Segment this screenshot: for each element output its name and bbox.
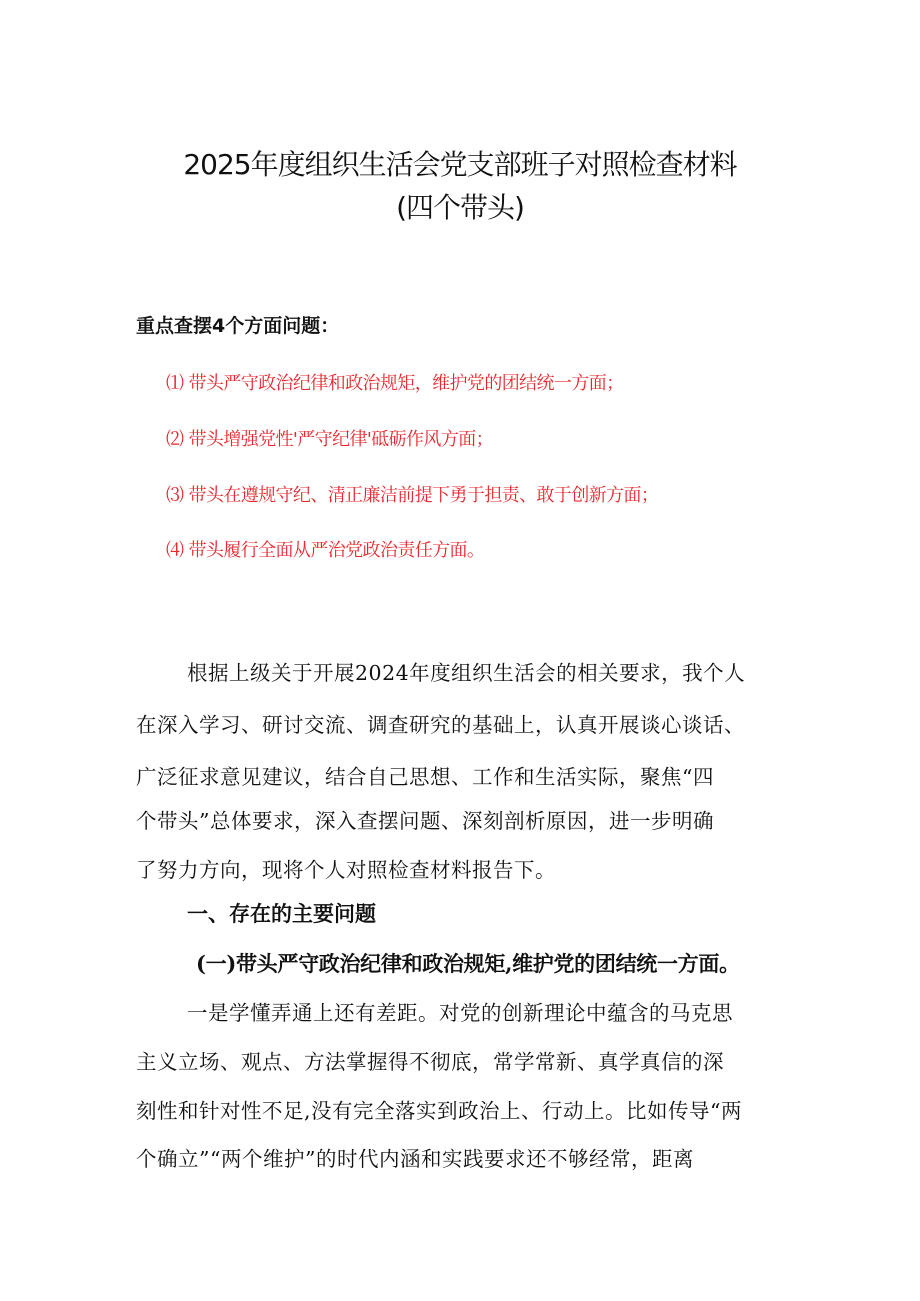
intro-line-1: 根据上级关于开展2024年度组织生活会的相关要求，我个人: [187, 661, 746, 685]
focus-item-3: ⑶ 带头在遵规守纪、清正廉洁前提下勇于担责、敢于创新方面；: [166, 485, 659, 506]
intro-line-5: 了努力方向，现将个人对照检查材料报告下。: [136, 858, 556, 882]
para-line-2: 主义立场、观点、方法掌握得不彻底，常学常新、真学真信的深: [136, 1050, 724, 1074]
focus-item-1: ⑴ 带头严守政治纪律和政治规矩，维护党的团结统一方面；: [166, 373, 624, 394]
focus-item-4: ⑷ 带头履行全面从严治党政治责任方面。: [166, 540, 485, 561]
intro-line-4: 个带头”总体要求，深入查摆问题、深刻剖析原因，进一步明确: [136, 809, 714, 833]
intro-line-3: 广泛征求意见建议，结合自己思想、工作和生活实际，聚焦“四: [136, 765, 714, 789]
document-title-line1: 2025年度组织生活会党支部班子对照检查材料: [183, 148, 737, 181]
para-line-1: 一是学懂弄通上还有差距。对党的创新理论中蕴含的马克思: [187, 1001, 733, 1025]
focus-item-2: ⑵ 带头增强党性'严守纪律'砥砺作风方面；: [166, 429, 494, 450]
document-title-line2: (四个带头): [396, 191, 524, 224]
intro-line-2: 在深入学习、研讨交流、调查研究的基础上，认真开展谈心谈话、: [136, 713, 745, 737]
focus-heading: 重点查摆4个方面问题：: [136, 315, 340, 337]
subsection-heading: (一)带头严守政治纪律和政治规矩,维护党的团结统一方面。: [196, 951, 740, 976]
para-line-3: 刻性和针对性不足,没有完全落实到政治上、行动上。比如传导“两: [136, 1099, 742, 1123]
para-line-4: 个确立”“两个维护”的时代内涵和实践要求还不够经常，距离: [136, 1147, 694, 1171]
section-heading: 一、存在的主要问题: [187, 901, 376, 926]
